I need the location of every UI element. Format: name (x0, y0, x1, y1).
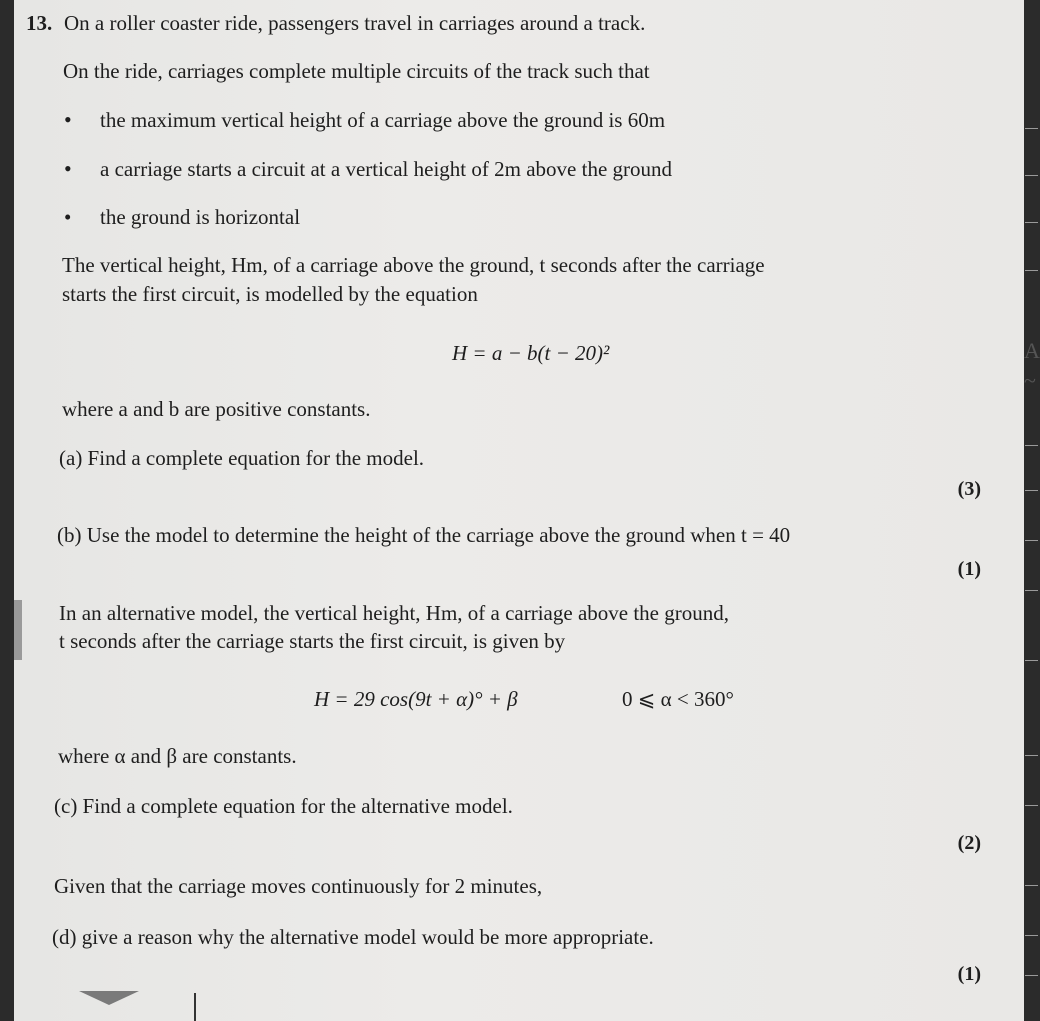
margin-rule (1025, 935, 1038, 936)
margin-rule (1025, 885, 1038, 886)
margin-rule (1025, 128, 1038, 129)
bullet-dot: • (64, 107, 72, 132)
margin-rule (1025, 590, 1038, 591)
margin-rule (1025, 805, 1038, 806)
equation-2-range: 0 ⩽ α < 360° (622, 687, 734, 711)
equation-1: H = a − b(t − 20)² (452, 341, 610, 365)
edge-glyph: A (1024, 338, 1040, 363)
bullet-item: the ground is horizontal (100, 205, 301, 229)
bullet-dot: • (64, 205, 72, 229)
equation-2: H = 29 cos(9t + α)° + β (314, 687, 518, 711)
model1-text: starts the first circuit, is modelled by the equation (62, 282, 478, 306)
page-edge-shadow (14, 600, 22, 660)
part-b: (b) Use the model to determine the height of the carriage above the ground when t = 40 (57, 523, 791, 547)
margin-rule (1025, 975, 1038, 976)
question-intro: On a roller coaster ride, passengers travel in carriages around a track. (64, 11, 646, 35)
part-a-marks: (3) (957, 478, 981, 500)
margin-rule (1025, 222, 1038, 223)
model2-text: t seconds after the carriage starts the first circuit, is given by (59, 629, 566, 653)
part-c: (c) Find a complete equation for the alternative model. (54, 794, 513, 818)
part-d: (d) give a reason why the alternative model would be more appropriate. (52, 925, 654, 949)
margin-rule (1025, 445, 1038, 446)
question-lead: On the ride, carriages complete multiple circuits of the track such that (63, 59, 650, 83)
given-text: Given that the carriage moves continuously for 2 minutes, (54, 874, 543, 898)
exam-page (14, 0, 1040, 1021)
part-c-marks: (2) (957, 832, 981, 854)
part-a: (a) Find a complete equation for the model. (59, 446, 425, 470)
edge-glyph: ~ (1024, 368, 1036, 393)
margin-rule (1025, 175, 1038, 176)
margin-tick (194, 993, 196, 1021)
bullet-dot: • (64, 156, 72, 181)
margin-rule (1025, 540, 1038, 541)
part-b-marks: (1) (957, 558, 981, 580)
margin-rule (1025, 755, 1038, 756)
model2-text: In an alternative model, the vertical height, Hm, of a carriage above the ground, (59, 601, 729, 625)
constants-2: where α and β are constants. (58, 744, 297, 768)
constants-1: where a and b are positive constants. (62, 397, 371, 421)
bullet-item: a carriage starts a circuit at a vertical height of 2m above the ground (100, 157, 673, 181)
margin-rule (1025, 490, 1038, 491)
triangle-mark (79, 991, 139, 1005)
question-number: 13. (26, 11, 53, 35)
bullet-item: the maximum vertical height of a carriage above the ground is 60m (100, 108, 666, 132)
model1-text: The vertical height, Hm, of a carriage above the ground, t seconds after the carriage (62, 253, 765, 277)
margin-rule (1025, 270, 1038, 271)
part-d-marks: (1) (957, 963, 981, 985)
margin-rule (1025, 660, 1038, 661)
